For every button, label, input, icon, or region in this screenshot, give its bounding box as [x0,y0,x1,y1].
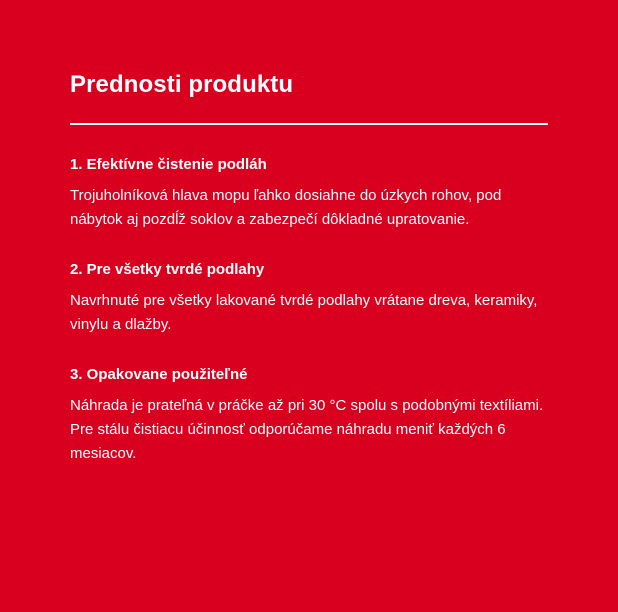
benefit-text-2: Navrhnuté pre všetky lakované tvrdé podlahy vrátane dreva, keramiky, vinylu a dlažby. [70,292,538,333]
benefit-heading-3: 3. Opakovane použiteľné [70,366,248,383]
section-title: Prednosti produktu [70,71,294,98]
benefit-item-1 [70,155,548,232]
title-divider [70,123,548,125]
benefit-text-1: Trojuholníková hlava mopu ľahko dosiahne do úzkych rohov, pod nábytok aj pozdĺž soklov a zabezpečí dôkladné upratovanie. [70,187,502,228]
benefit-item-2 [70,260,548,337]
benefit-heading-2: 2. Pre všetky tvrdé podlahy [70,261,265,278]
benefit-heading-1: 1. Efektívne čistenie podláh [70,156,267,173]
benefits-content [70,70,548,466]
benefit-item-3 [70,365,548,466]
benefit-text-3: Náhrada je prateľná v práčke až pri 30 °C spolu s podobnými textíliami. Pre stálu čistiacu účinnosť odporúčame náhradu meniť každých 6 mesiacov. [70,397,544,462]
